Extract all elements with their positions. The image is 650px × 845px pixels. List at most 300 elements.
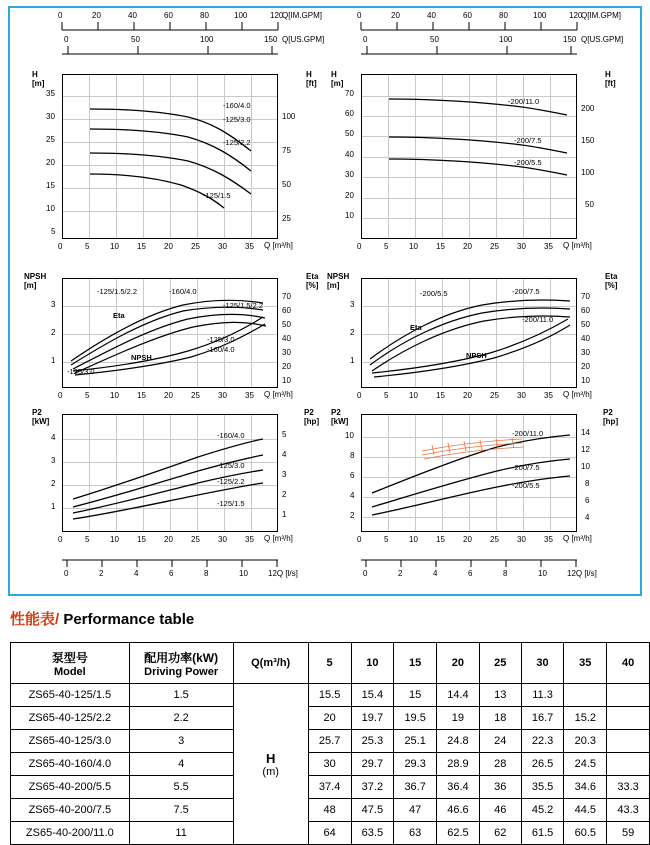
y2-tick: 40 [581, 334, 590, 343]
cell-model: ZS65-40-200/7.5 [11, 799, 130, 822]
table-row [11, 822, 650, 845]
cell-model: ZS65-40-160/4.0 [11, 753, 130, 776]
y2-tick: 10 [581, 376, 590, 385]
x-tick: 35 [245, 535, 254, 544]
curve-label: -200/5.5 [514, 158, 542, 167]
x-tick: 20 [164, 535, 173, 544]
cell-value: 15.5 [308, 684, 351, 707]
cell-power: 4 [129, 753, 233, 776]
y-axis-label: NPSH [m] [327, 272, 350, 290]
cell-value: 26.5 [521, 753, 564, 776]
chart-power-left [10, 406, 327, 596]
ls-tick: 8 [503, 569, 508, 578]
y-tick: 1 [350, 356, 355, 365]
x-tick: 10 [110, 242, 119, 251]
y2-tick: 75 [282, 146, 291, 155]
cell-value: 45.2 [521, 799, 564, 822]
curve-label: -125/3.0 [67, 367, 95, 376]
curve-label: -200/5.5 [512, 481, 540, 490]
cell-value: 34.6 [564, 776, 607, 799]
y-axis-label: P2 [kW] [331, 408, 349, 426]
header-flow-value: 25 [479, 643, 521, 684]
cell-value: 36.4 [437, 776, 480, 799]
x-axis-label: Q [m³/h] [264, 390, 293, 399]
x-tick: 35 [245, 242, 254, 251]
cell-value: 33.3 [607, 776, 650, 799]
y-tick: 5 [51, 227, 56, 236]
y-tick: 10 [345, 211, 354, 220]
ls-tick: 4 [433, 569, 438, 578]
x-tick: 10 [409, 242, 418, 251]
header-flow-value: 10 [351, 643, 394, 684]
y-tick: 2 [350, 328, 355, 337]
performance-title-cn: 性能表/ [10, 611, 60, 628]
x-tick: 20 [463, 391, 472, 400]
header-power-en: Driving Power [144, 665, 219, 678]
curve-label: -200/5.5 [420, 289, 448, 298]
imp-tick: 100 [234, 11, 248, 20]
y-tick: 3 [51, 456, 56, 465]
y-tick: 10 [345, 431, 354, 440]
y-axis-label: NPSH [m] [24, 272, 47, 290]
y-tick: 4 [51, 433, 56, 442]
header-flow-value: 15 [394, 643, 437, 684]
cell-value: 25.3 [351, 730, 394, 753]
y-tick: 3 [350, 300, 355, 309]
x-tick: 20 [164, 391, 173, 400]
chart-npsh-eta-right [327, 270, 644, 408]
y2-tick: 8 [585, 479, 590, 488]
y2-tick: 40 [282, 334, 291, 343]
y-tick: 2 [51, 328, 56, 337]
cell-value: 36.7 [394, 776, 437, 799]
x-tick: 30 [517, 391, 526, 400]
cell-model: ZS65-40-125/3.0 [11, 730, 130, 753]
header-flow-value: 35 [564, 643, 607, 684]
curve-label: -200/11.0 [522, 315, 554, 324]
y-tick: 2 [350, 511, 355, 520]
x-axis-label: Q [m³/h] [563, 241, 592, 250]
cell-value: 15.2 [564, 707, 607, 730]
chart-head-right [327, 66, 644, 256]
imp-tick: 100 [533, 11, 547, 20]
y2-tick: 3 [282, 470, 287, 479]
plot-area [62, 278, 278, 388]
plot-area [361, 278, 577, 388]
y2-tick: 4 [282, 450, 287, 459]
top-scale-left [10, 8, 327, 68]
x-tick: 20 [463, 535, 472, 544]
y2-tick: 2 [282, 490, 287, 499]
curve-label: -125/2.2 [217, 477, 245, 486]
curve-label: -160/4.0 [207, 345, 235, 354]
y2-tick: 14 [581, 428, 590, 437]
y2-tick: 200 [581, 104, 595, 113]
y2-tick: 10 [282, 376, 291, 385]
cell-value: 19.5 [394, 707, 437, 730]
cell-value: 25.1 [394, 730, 437, 753]
y-tick: 6 [350, 471, 355, 480]
cell-value: 64 [308, 822, 351, 845]
head-unit: (m) [262, 765, 279, 778]
cell-value [564, 684, 607, 707]
y2-axis-label: H [ft] [306, 70, 317, 88]
npsh-label: NPSH [466, 351, 487, 360]
ls-tick: 2 [99, 569, 104, 578]
us-gpm-label: Q[US.GPM] [581, 35, 624, 44]
cell-power: 5.5 [129, 776, 233, 799]
y-tick: 1 [51, 502, 56, 511]
curve-label: -125/3.0 [217, 461, 245, 470]
plot-area [62, 414, 278, 532]
x-tick: 5 [85, 391, 90, 400]
y2-axis-label: Eta [%] [306, 272, 319, 290]
table-row [11, 753, 650, 776]
y-tick: 2 [51, 479, 56, 488]
x-tick: 15 [137, 535, 146, 544]
x-tick: 25 [191, 391, 200, 400]
cell-value: 16.7 [521, 707, 564, 730]
y2-tick: 20 [282, 362, 291, 371]
header-power-cn: 配用功率(kW) [144, 650, 219, 665]
curve-label: -200/11.0 [508, 97, 540, 106]
y2-tick: 10 [581, 462, 590, 471]
chart-npsh-eta-left [10, 270, 327, 408]
imp-tick: 40 [427, 11, 436, 20]
cell-value: 35.5 [521, 776, 564, 799]
cell-power: 11 [129, 822, 233, 845]
cell-value: 47 [394, 799, 437, 822]
curve-label: -125/1.5/2.2 [223, 301, 264, 310]
header-flow-value: 40 [607, 643, 650, 684]
chart-head-left [10, 66, 327, 256]
y2-tick: 50 [282, 180, 291, 189]
header-flow-value: 5 [308, 643, 351, 684]
y2-tick: 150 [581, 136, 595, 145]
y-tick: 20 [345, 191, 354, 200]
x-tick: 0 [357, 535, 362, 544]
y2-tick: 12 [581, 445, 590, 454]
y-tick: 3 [51, 300, 56, 309]
header-flow: Q(m³/h) [233, 643, 308, 684]
ls-tick: 6 [169, 569, 174, 578]
header-flow-value: 20 [437, 643, 480, 684]
x-axis-label: Q [m³/h] [264, 241, 293, 250]
us-tick: 150 [264, 35, 278, 44]
table-row [11, 684, 650, 707]
cell-value: 47.5 [351, 799, 394, 822]
x-tick: 0 [58, 242, 63, 251]
curve-label: -125/1.5 [217, 499, 245, 508]
cell-value: 24.5 [564, 753, 607, 776]
cell-value [607, 684, 650, 707]
cell-head-unit [233, 684, 308, 845]
x-axis-label: Q [m³/h] [264, 534, 293, 543]
charts-frame [8, 6, 642, 596]
cell-value: 46 [479, 799, 521, 822]
cell-value: 44.5 [564, 799, 607, 822]
npsh-label: NPSH [131, 353, 152, 362]
cell-value: 20 [308, 707, 351, 730]
cell-value: 59 [607, 822, 650, 845]
ls-tick: 10 [538, 569, 547, 578]
top-scale-right [327, 8, 644, 68]
y-tick: 4 [350, 491, 355, 500]
header-power [129, 643, 233, 684]
y2-tick: 70 [581, 292, 590, 301]
x-tick: 5 [384, 391, 389, 400]
cell-value: 63.5 [351, 822, 394, 845]
cell-value: 60.5 [564, 822, 607, 845]
cell-value: 24.8 [437, 730, 480, 753]
cell-value: 63 [394, 822, 437, 845]
y2-tick: 70 [282, 292, 291, 301]
cell-value: 11.3 [521, 684, 564, 707]
imp-tick: 120 [270, 11, 284, 20]
curve-label: -125/1.5 [203, 191, 231, 200]
x-tick: 5 [85, 242, 90, 251]
x-tick: 5 [85, 535, 90, 544]
curve-label: -200/7.5 [514, 136, 542, 145]
y2-tick: 100 [282, 112, 296, 121]
x-tick: 10 [409, 391, 418, 400]
imp-tick: 20 [391, 11, 400, 20]
cell-value: 15 [394, 684, 437, 707]
x-tick: 20 [164, 242, 173, 251]
y-tick: 30 [46, 112, 55, 121]
x-tick: 25 [490, 391, 499, 400]
y2-tick: 6 [585, 496, 590, 505]
y-axis-label: P2 [kW] [32, 408, 50, 426]
y-axis-label: H [m] [32, 70, 45, 88]
cell-value: 29.7 [351, 753, 394, 776]
eta-label: Eta [410, 323, 422, 332]
x-tick: 30 [517, 242, 526, 251]
cell-value: 37.2 [351, 776, 394, 799]
y-tick: 35 [46, 89, 55, 98]
x-tick: 0 [357, 391, 362, 400]
cell-value [607, 753, 650, 776]
x-tick: 25 [490, 242, 499, 251]
y2-tick: 20 [581, 362, 590, 371]
imp-tick: 120 [569, 11, 583, 20]
x-tick: 15 [436, 242, 445, 251]
cell-value: 37.4 [308, 776, 351, 799]
cell-power: 1.5 [129, 684, 233, 707]
cell-value: 36 [479, 776, 521, 799]
cell-value [607, 707, 650, 730]
us-tick: 50 [430, 35, 439, 44]
cell-value: 24 [479, 730, 521, 753]
y-tick: 8 [350, 451, 355, 460]
us-tick: 100 [200, 35, 214, 44]
y2-tick: 30 [581, 348, 590, 357]
imp-gpm-label: Q[IM.GPM] [282, 11, 322, 20]
head-symbol: H [265, 750, 276, 766]
cell-model: ZS65-40-200/5.5 [11, 776, 130, 799]
header-flow-value: 30 [521, 643, 564, 684]
x-tick: 30 [218, 535, 227, 544]
ls-tick: 6 [468, 569, 473, 578]
x-tick: 5 [384, 242, 389, 251]
y2-tick: 100 [581, 168, 595, 177]
cell-power: 2.2 [129, 707, 233, 730]
imp-tick: 40 [128, 11, 137, 20]
cell-model: ZS65-40-125/1.5 [11, 684, 130, 707]
us-tick: 0 [64, 35, 69, 44]
y2-tick: 50 [581, 320, 590, 329]
y2-tick: 30 [282, 348, 291, 357]
table-row [11, 707, 650, 730]
cell-value: 28.9 [437, 753, 480, 776]
table-row [11, 730, 650, 753]
cell-value: 43.3 [607, 799, 650, 822]
y-tick: 50 [345, 129, 354, 138]
x-tick: 35 [544, 242, 553, 251]
ls-axis-label: 12Q [l/s] [268, 569, 298, 578]
table-header-row [11, 643, 650, 684]
y-tick: 60 [345, 109, 354, 118]
y2-tick: 1 [282, 510, 287, 519]
cell-value: 61.5 [521, 822, 564, 845]
cell-value: 25.7 [308, 730, 351, 753]
table-row [11, 799, 650, 822]
x-tick: 25 [191, 242, 200, 251]
imp-tick: 80 [499, 11, 508, 20]
x-tick: 30 [218, 242, 227, 251]
curve-label: -125/3.0 [223, 115, 251, 124]
header-model [11, 643, 130, 684]
y2-tick: 4 [585, 513, 590, 522]
y-tick: 10 [46, 204, 55, 213]
performance-title-en: Performance table [59, 611, 195, 628]
x-axis-label: Q [m³/h] [563, 390, 592, 399]
x-tick: 5 [384, 535, 389, 544]
ls-tick: 0 [64, 569, 69, 578]
x-tick: 10 [110, 535, 119, 544]
y2-tick: 50 [282, 320, 291, 329]
x-tick: 15 [436, 391, 445, 400]
cell-model: ZS65-40-200/11.0 [11, 822, 130, 845]
x-tick: 25 [191, 535, 200, 544]
cell-power: 7.5 [129, 799, 233, 822]
y-tick: 20 [46, 158, 55, 167]
curve-label: -200/7.5 [512, 287, 540, 296]
curve-label: -125/3.0 [207, 335, 235, 344]
y2-tick: 60 [282, 306, 291, 315]
cell-value: 14.4 [437, 684, 480, 707]
cell-value: 62 [479, 822, 521, 845]
y-tick: 1 [51, 356, 56, 365]
chart-power-right [327, 406, 644, 596]
y2-tick: 60 [581, 306, 590, 315]
header-model-cn: 泵型号 [51, 650, 88, 665]
performance-table [10, 642, 650, 845]
cell-value: 19 [437, 707, 480, 730]
ls-axis-label: 12Q [l/s] [567, 569, 597, 578]
y2-tick: 50 [585, 200, 594, 209]
x-tick: 15 [137, 391, 146, 400]
y2-tick: 5 [282, 430, 287, 439]
ls-tick: 8 [204, 569, 209, 578]
imp-tick: 0 [357, 11, 362, 20]
us-tick: 50 [131, 35, 140, 44]
y2-axis-label: P2 [hp] [304, 408, 320, 426]
curve-label: -160/4.0 [223, 101, 251, 110]
y-tick: 40 [345, 150, 354, 159]
cell-value: 29.3 [394, 753, 437, 776]
plot-area [62, 74, 278, 239]
imp-gpm-label: Q[IM.GPM] [581, 11, 621, 20]
cell-model: ZS65-40-125/2.2 [11, 707, 130, 730]
y-tick: 15 [46, 181, 55, 190]
cell-value: 19.7 [351, 707, 394, 730]
y2-axis-label: H [ft] [605, 70, 616, 88]
x-tick: 35 [245, 391, 254, 400]
y-tick: 30 [345, 170, 354, 179]
x-tick: 0 [357, 242, 362, 251]
cell-power: 3 [129, 730, 233, 753]
curve-label: -200/11.0 [512, 429, 544, 438]
y2-axis-label: P2 [hp] [603, 408, 619, 426]
eta-label: Eta [113, 311, 125, 320]
header-model-en: Model [53, 665, 86, 678]
x-tick: 10 [409, 535, 418, 544]
x-tick: 25 [490, 535, 499, 544]
x-tick: 0 [58, 391, 63, 400]
cell-value: 28 [479, 753, 521, 776]
x-tick: 10 [110, 391, 119, 400]
ls-tick: 2 [398, 569, 403, 578]
x-tick: 15 [436, 535, 445, 544]
x-tick: 35 [544, 391, 553, 400]
us-gpm-label: Q[US.GPM] [282, 35, 325, 44]
imp-tick: 20 [92, 11, 101, 20]
imp-tick: 60 [164, 11, 173, 20]
y-tick: 25 [46, 135, 55, 144]
us-tick: 150 [563, 35, 577, 44]
plot-area [361, 74, 577, 239]
us-tick: 0 [363, 35, 368, 44]
ls-tick: 4 [134, 569, 139, 578]
cell-value [607, 730, 650, 753]
curve-label: -125/2.2 [223, 138, 251, 147]
x-tick: 15 [137, 242, 146, 251]
x-axis-label: Q [m³/h] [563, 534, 592, 543]
cell-value: 48 [308, 799, 351, 822]
y2-tick: 25 [282, 214, 291, 223]
cell-value: 15.4 [351, 684, 394, 707]
curve-label: -125/1.5/2.2 [97, 287, 138, 296]
x-tick: 30 [517, 535, 526, 544]
x-tick: 30 [218, 391, 227, 400]
y-axis-label: H [m] [331, 70, 344, 88]
cell-value: 62.5 [437, 822, 480, 845]
imp-tick: 60 [463, 11, 472, 20]
cell-value: 18 [479, 707, 521, 730]
curve-label: -160/4.0 [217, 431, 245, 440]
curve-label: -160/4.0 [169, 287, 197, 296]
cell-value: 46.6 [437, 799, 480, 822]
table-row [11, 776, 650, 799]
x-tick: 0 [58, 535, 63, 544]
imp-tick: 0 [58, 11, 63, 20]
imp-tick: 80 [200, 11, 209, 20]
curve-label: -200/7.5 [512, 463, 540, 472]
y-tick: 70 [345, 89, 354, 98]
cell-value: 20.3 [564, 730, 607, 753]
performance-table-title [10, 608, 194, 629]
